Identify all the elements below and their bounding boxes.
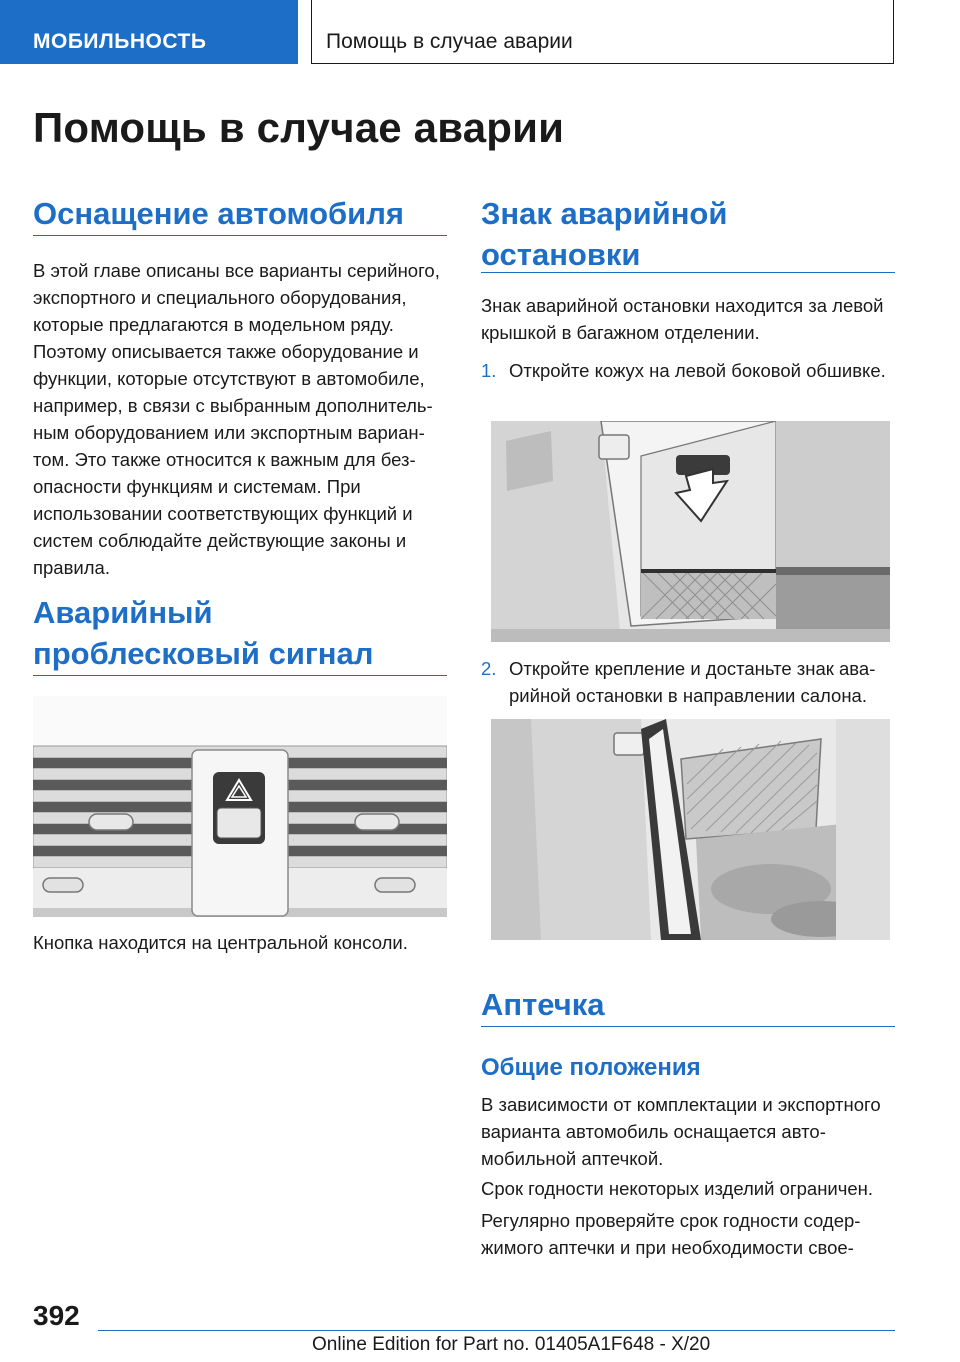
firstaid-paragraph-2: Срок годности некоторых изделий ограничен.: [481, 1178, 874, 1199]
triangle-intro: Знак аварийной остановки находится за левой крышкой в багажном отделении.: [481, 295, 884, 343]
triangle-step-1: [481, 357, 895, 411]
firstaid-paragraph-1: В зависимости от комплектации и экспортного варианта автомобиль оснащается автомобильной аптечкой.: [481, 1094, 881, 1169]
firstaid-heading: Аптечка: [481, 984, 895, 1027]
triangle-removal-image: [491, 719, 890, 940]
triangle-step-2: [481, 655, 895, 709]
step-text: Откройте крепление и достаньте знак аварийной остановки в направлении салона.: [509, 658, 876, 706]
firstaid-subheading: Общие положения: [481, 1054, 701, 1081]
trunk-cover-image: [491, 421, 890, 642]
page-title: Помощь в случае аварии: [33, 104, 565, 151]
header-chapter-title: Помощь в случае аварии: [311, 0, 894, 64]
footer-edition-text: Online Edition for Part no. 01405A1F648 - X/20: [312, 1334, 711, 1355]
hazard-heading: Аварийный проблесковый сигнал: [33, 592, 447, 676]
step-number: 1.: [481, 360, 497, 381]
equipment-heading: Оснащение автомобиля: [33, 193, 447, 236]
hazard-caption: Кнопка находится на центральной консоли.: [33, 932, 408, 953]
hazard-switch-image: [33, 696, 447, 917]
footer-divider: [98, 1330, 895, 1331]
triangle-heading: Знак аварийной остановки: [481, 193, 895, 273]
step-number: 2.: [481, 658, 497, 679]
firstaid-paragraph-3: Регулярно проверяйте срок годности содержимого аптечки и при необходимости свое-: [481, 1210, 861, 1258]
step-text: Откройте кожух на левой боковой обшивке.: [509, 360, 886, 381]
equipment-body: В этой главе описаны все варианты серийного, экспортного и специального оборудования, которые предлагаются в модельном ряду. Поэтому описывается также оборудование и функции, которые отсутствуют в автомобиле, например, в связи с выбранным дополнительным оборудованием или экспортным вариантом. Это также относится к важным для безопасности функциям и системам. При использовании соответствующих функций и систем соблюдайте действующие законы и правила.: [33, 260, 440, 578]
header-section-tab: МОБИЛЬНОСТЬ: [0, 0, 298, 64]
page-number: 392: [33, 1300, 80, 1331]
